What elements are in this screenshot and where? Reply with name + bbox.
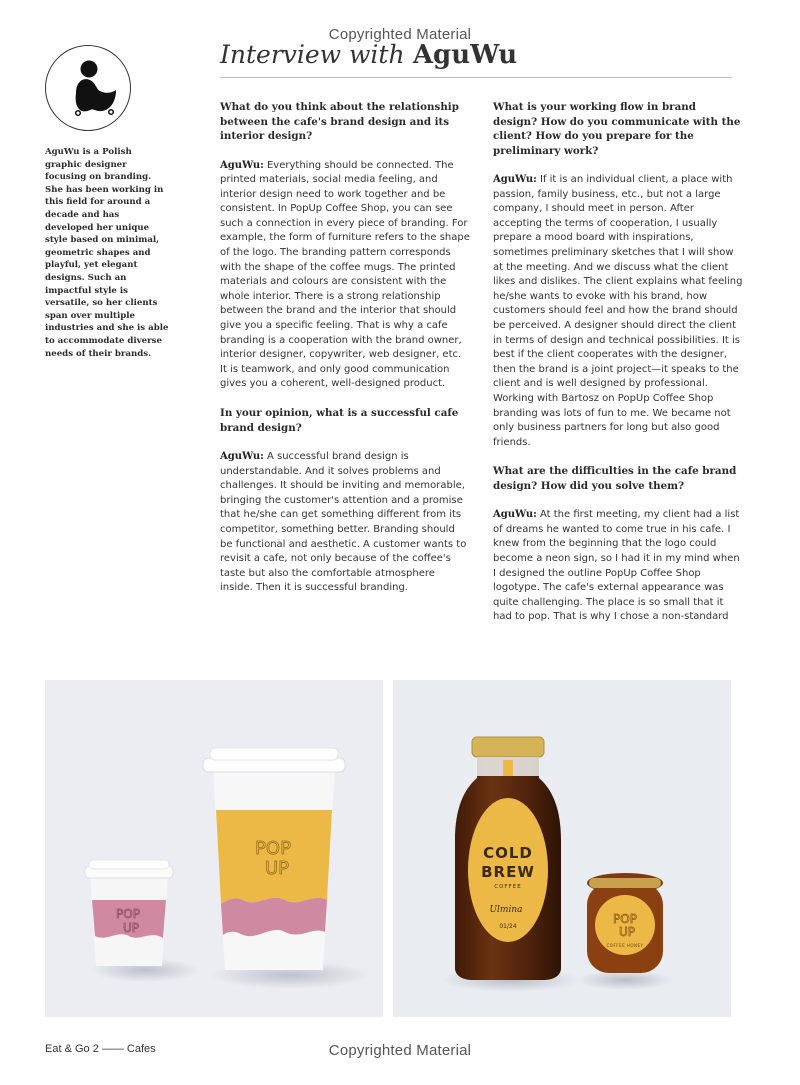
honey-jar bbox=[587, 873, 663, 973]
answer-text: If it is an individual client, a place with passion, family business, etc., but not a large company, I should meet in person. After accepting the terms of cooperation, I usually prepare a mood board with inspirations, sometimes preliminary sketches that I will show at the meeting. And we discuss what the client likes and dislikes. The client explains what feeling he/she wants to evoke with his brand, how customers should feel and how the brand should be perceived. A designer should direct the client in terms of design and technical possibilities. It is best if the client cooperates with the designer, then the brand is a joint project—it speaks to the client and is well designed by professional. Working with Bartosz on PopUp Coffee Shop branding was lots of fun to me. We became not only business partners for long but also good friends. bbox=[493, 174, 743, 448]
question: What is your working flow in brand design? How do you communicate with the client? How do you prepare for the preliminary work? bbox=[493, 101, 741, 157]
jar-caption: COFFEE HONEY bbox=[606, 943, 644, 948]
large-cup bbox=[203, 748, 345, 970]
small-cup-logo-line2: UP bbox=[122, 921, 140, 935]
jar-logo-line2: UP bbox=[618, 925, 636, 939]
question: What are the difficulties in the cafe brand design? How did you solve them? bbox=[493, 465, 737, 492]
seal-balancing-icon bbox=[46, 46, 132, 132]
title-prefix: Interview with bbox=[220, 40, 405, 69]
watermark-top: Copyrighted Material bbox=[328, 26, 472, 43]
title-divider bbox=[220, 77, 732, 78]
answer-text: Everything should be connected. The printed materials, social media feeling, and interior design need to work together and be consistent. In PopUp Coffee Shop, you can see such a connection in every piece of branding. For example, the form of furniture refers to the shape of the logo. The branding pattern corresponds with the shape of the coffee mugs. The printed materials and colours are consistent with the whole interior. There is a strong relationship between the brand and the interior that should give you a specific feeling. That is why a cafe branding is a cooperation with the brand owner, interior designer, copywriter, web designer, etc. It is teamwork, and only good communication gives you a coherent, well-designed product. bbox=[220, 159, 470, 390]
question: What do you think about the relationship between the cafe's brand design and its interior design? bbox=[220, 101, 459, 142]
bottle-label-script: Ulmina bbox=[489, 905, 523, 915]
answer bbox=[220, 450, 470, 596]
jar-logo-line1: POP bbox=[613, 912, 637, 926]
answer bbox=[493, 508, 743, 625]
bottle-label-line2: BREW bbox=[481, 863, 535, 881]
interview-column-left bbox=[220, 100, 470, 596]
answer-text: At the first meeting, my client had a list of dreams he wanted to come true in his cafe. I knew from the beginning that the logo could become a neon sign, so I had it in my mind when I designed the outline PopUp Coffee Shop logotype. The cafe's external appearance was quite challenging. The place is so small that it had to pop. That is why I chose a non-standard bbox=[493, 509, 740, 623]
large-cup-logo-line1: POP bbox=[255, 838, 291, 859]
large-cup-logo-line2: UP bbox=[264, 858, 290, 879]
interview-column-right bbox=[493, 100, 743, 625]
watermark-bottom: Copyrighted Material bbox=[328, 1042, 472, 1059]
speaker-label: AguWu: bbox=[493, 174, 537, 185]
page-title bbox=[220, 40, 732, 70]
photo-cold-brew-bottle bbox=[393, 680, 731, 1017]
author-bio: AguWu is a Polish graphic designer focusing on branding. She has been working in this field for around a decade and has developed her unique style based on minimal, geometric shapes and playful, yet elegant designs. Such an impactful style is versatile, so her clients span over multiple industries and she is able to accommodate diverse needs of their brands. bbox=[45, 147, 169, 359]
answer bbox=[220, 159, 470, 393]
cold-brew-bottle bbox=[455, 737, 561, 980]
bottle-label-line3: COFFEE bbox=[494, 884, 522, 890]
small-cup-logo-line1: POP bbox=[116, 907, 140, 921]
answer-text: A successful brand design is understandable. And it solves problems and challenges. It should be inviting and memorable, bringing the customer's attention and a promise that he/she can get something different from its competitor, something better. Branding should be functional and aesthetic. A customer wants to revisit a cafe, not only because of the coffee's taste but also the comfortable atmosphere inside. Then it is successful branding. bbox=[220, 451, 467, 594]
answer bbox=[493, 173, 743, 450]
speaker-label: AguWu: bbox=[220, 159, 264, 171]
page-footer: Eat & Go 2 —— Cafes bbox=[45, 1043, 156, 1055]
speaker-label: AguWu: bbox=[220, 451, 264, 462]
question: In your opinion, what is a successful cafe brand design? bbox=[220, 407, 459, 434]
speaker-label: AguWu: bbox=[493, 509, 537, 521]
bottle-label-date: 01/24 bbox=[499, 923, 517, 930]
bottle-label-line1: COLD bbox=[483, 844, 533, 862]
small-cup bbox=[85, 860, 173, 966]
author-logo-badge bbox=[45, 45, 131, 131]
photo-coffee-cups bbox=[45, 680, 383, 1017]
title-name: AguWu bbox=[412, 40, 518, 70]
